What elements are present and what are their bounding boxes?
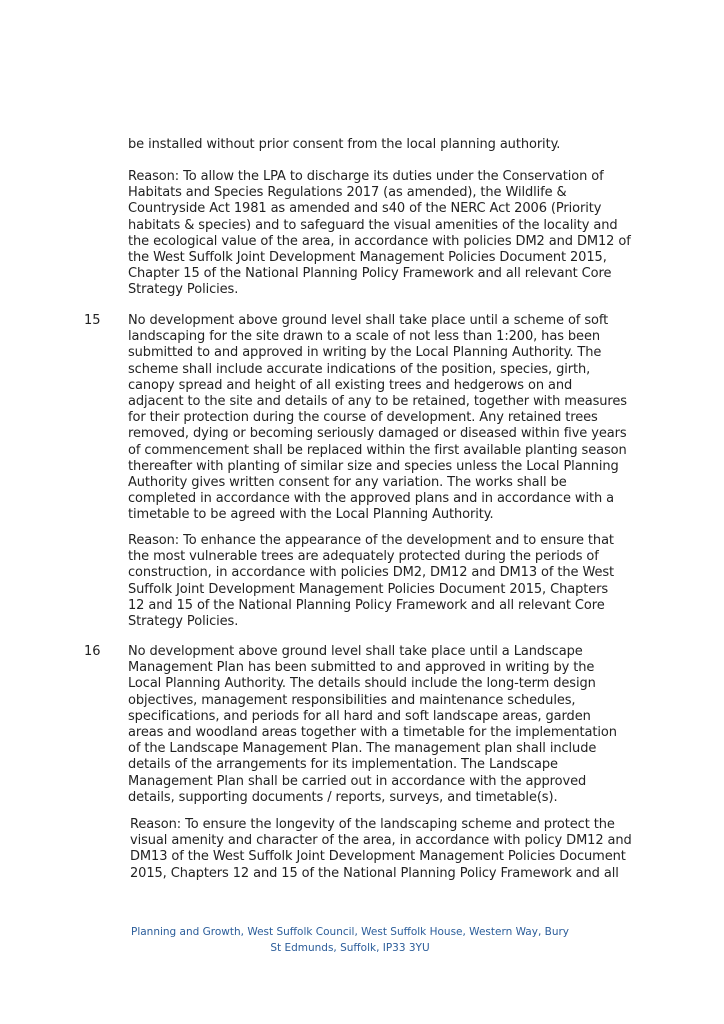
condition-paragraph-16: No development above ground level shall take place until a Landscape Management Plan has been submitted to and approved in writing by the Local Planning Authority. The details should include the long-term design objectives, management responsibilities and maintenance schedules, specifications, and periods for all hard and soft landscape areas, garden areas and woodland areas together with a timetable for the implementation of the Landscape Management Plan. The management plan shall include details of the arrangements for its implementation. The Landscape Management Plan shall be carried out in accordance with the approved details, supporting documents / reports, surveys, and timetable(s). bbox=[128, 644, 617, 805]
condition-number-15: 15 bbox=[84, 313, 101, 328]
reason-paragraph-14: Reason: To allow the LPA to discharge its duties under the Conservation of Habitats and Species Regulations 2017 (as amended), the Wildlife & Countryside Act 1981 as amended and s40 of the NERC Act 2006 (Priority habitats & species) and to safeguard the visual amenities of the locality and the ecological value of the area, in accordance with policies DM2 and DM12 of the West Suffolk Joint Development Management Policies Document 2015, Chapter 15 of the National Planning Policy Framework and all relevant Core Strategy Policies. bbox=[128, 169, 631, 298]
condition-number-16: 16 bbox=[84, 644, 101, 659]
reason-paragraph-16: Reason: To ensure the longevity of the landscaping scheme and protect the visual amenity and character of the area, in accordance with policy DM12 and DM13 of the West Suffolk Joint Development Management Policies Document 2015, Chapters 12 and 15 of the National Planning Policy Framework and all bbox=[130, 817, 632, 881]
page-footer-address: Planning and Growth, West Suffolk Council, West Suffolk House, Western Way, Bury St Edmunds, Suffolk, IP33 3YU bbox=[130, 926, 570, 954]
reason-paragraph-15: Reason: To enhance the appearance of the development and to ensure that the most vulnerable trees are adequately protected during the periods of construction, in accordance with policies DM2, DM12 and DM13 of the West Suffolk Joint Development Management Policies Document 2015, Chapters 12 and 15 of the National Planning Policy Framework and all relevant Core Strategy Policies. bbox=[128, 533, 615, 630]
paragraph-continuation: be installed without prior consent from the local planning authority. bbox=[128, 137, 561, 152]
condition-paragraph-15: No development above ground level shall take place until a scheme of soft landscaping for the site drawn to a scale of not less than 1:200, has been submitted to and approved in writing by the Local Planning Authority. The scheme shall include accurate indications of the position, species, girth, canopy spread and height of all existing trees and hedgerows on and adjacent to the site and details of any to be retained, together with measures for their protection during the course of development. Any retained trees removed, dying or becoming seriously damaged or diseased within five years of commencement shall be replaced within the first available planting season thereafter with planting of similar size and species unless the Local Planning Authority gives written consent for any variation. The works shall be completed in accordance with the approved plans and in accordance with a timetable to be agreed with the Local Planning Authority. bbox=[128, 313, 627, 523]
